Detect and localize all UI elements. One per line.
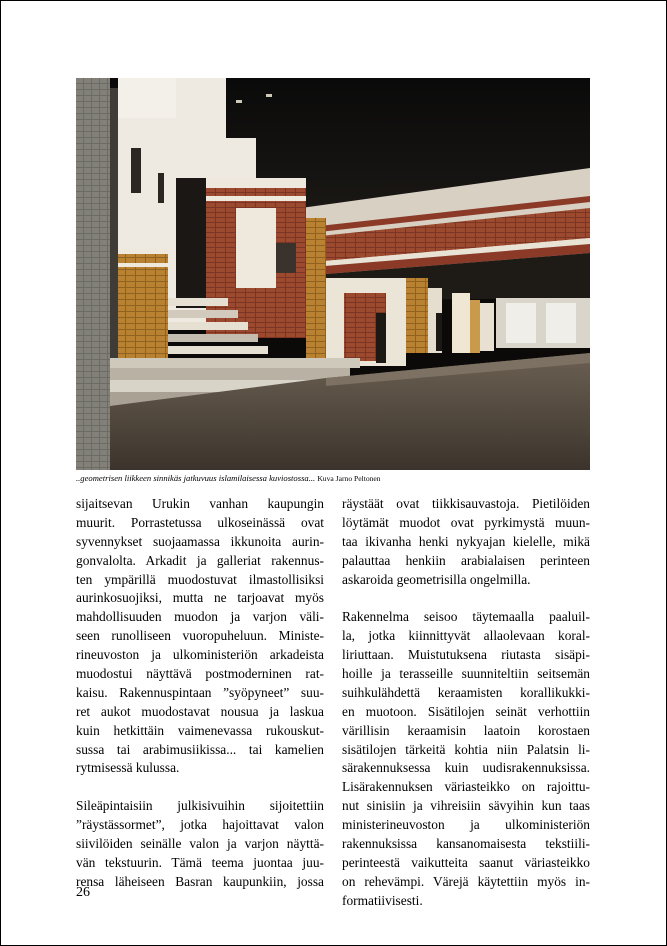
text-line: Rakennelma seisoo täytemaalla paaluil- — [342, 609, 590, 625]
text-line: liriuttaan. Muistutuksena riutasta sisäpi- — [342, 647, 590, 663]
text-line: en muotoon. Sisätilojen seinät verhottiin — [342, 703, 590, 719]
text-line: muodostui näyttävä postmoderninen rat- — [76, 666, 324, 682]
left-text-column — [76, 495, 324, 892]
text-line: rakennuksissa kansanomaisesta tekstiili- — [342, 836, 590, 852]
text-line: la, jotka kiinnittyvät allaolevaan koral- — [342, 628, 590, 644]
text-line: ministerineuvoston ja ulkoministeriön — [342, 817, 590, 833]
text-line: perinteestä vaikutteita saanut väriasteikko — [342, 854, 590, 870]
text-line: kuin hetkittäin vaimenevassa rukouskut- — [76, 722, 324, 738]
text-line: vän tekstuurin. Tämä teema juontaa juu- — [76, 854, 324, 870]
left-paragraph-2 — [76, 797, 324, 891]
text-line: Sileäpintaisiin julkisivuihin sijoitettiin — [76, 798, 324, 814]
right-paragraph-2 — [342, 608, 590, 910]
text-line: muurit. Porrastetussa ulkoseinässä ovat — [76, 514, 324, 530]
caption-text: ..geometrisen liikkeen sinnikäs jatkuvuus islamilaisessa kuviostossa... — [76, 473, 316, 483]
text-line: rineuvoston ja ulkoministeriön arkadeista — [76, 647, 324, 663]
text-line: formatiivisesti. — [342, 892, 423, 908]
page-number: 26 — [76, 885, 90, 900]
text-line: ten ympärillä muodostuvat ilmastollisiksi — [76, 571, 324, 587]
text-line: rytmisessä kulussa. — [76, 760, 180, 776]
text-line: ret aukot muodostavat nousua ja laskua — [76, 703, 324, 719]
text-line: mahdollisuuden muodon ja varjon väli- — [76, 609, 324, 625]
right-paragraph-1 — [342, 495, 590, 589]
paragraph-gap — [76, 778, 324, 797]
caption-credit: Kuva Jarno Peltonen — [317, 474, 381, 483]
text-line: nut sinisiin ja vihreisiin sävyihin kun taas — [342, 798, 590, 814]
text-line: seen runolliseen vuoropuheluun. Ministe- — [76, 628, 324, 644]
text-line: räystäät ovat tiikkisauvastoja. Pietilöiden — [342, 496, 590, 511]
text-line: palauttaa henkiin arabialaisen perinteen — [342, 552, 590, 568]
text-line: löytämät muodot ovat pyrkimystä muun- — [342, 514, 590, 530]
text-line: värillisin keraamisin laatoin korostaen — [342, 722, 590, 738]
text-line: särakennuksessa kuin uudisrakennuksissa. — [342, 760, 590, 776]
architecture-photo — [76, 78, 590, 470]
text-line: taa ikivanha henki nykyajan kielelle, mikä — [342, 533, 590, 549]
text-line: on rehevämpi. Värejä käytettiin myös in- — [342, 873, 590, 889]
text-line: rensa läheiseen Basran kaupunkiin, jossa — [76, 873, 324, 889]
right-text-column — [342, 495, 590, 911]
text-line: sussa tai arabimusiikissa... tai kamelien — [76, 741, 324, 757]
text-line: syvennykset suojaamassa ikkunoita aurin- — [76, 533, 324, 549]
text-line: aurinkosuojiksi, mutta ne tarjoavat myös — [76, 590, 324, 606]
paragraph-gap — [342, 589, 590, 608]
left-paragraph-1 — [76, 495, 324, 778]
text-line: hoille ja terasseille suunniteltiin seitsemän — [342, 666, 590, 682]
text-line: Lisärakennuksen väriasteikko on rajoittu- — [342, 779, 590, 795]
text-line: sisätilojen tärkeitä kohtia niin Palatsin li- — [342, 741, 590, 757]
text-line: siivilöiden seinälle valon ja varjon näyttä- — [76, 836, 324, 852]
text-line: askaroida geometrisilla ongelmilla. — [342, 571, 531, 587]
text-line: suihkulähdettä keraamisten korallikukki- — [342, 684, 590, 700]
photo-caption — [76, 473, 596, 483]
text-line: kaisu. Rakennuspintaan ”syöpyneet” suu- — [76, 684, 324, 700]
text-line: gonvalolta. Arkadit ja galleriat rakennus- — [76, 552, 324, 568]
text-line: ”räystässormet”, jotka hajoittavat valon — [76, 817, 324, 833]
text-line: sijaitsevan Urukin vanhan kaupungin — [76, 496, 324, 511]
